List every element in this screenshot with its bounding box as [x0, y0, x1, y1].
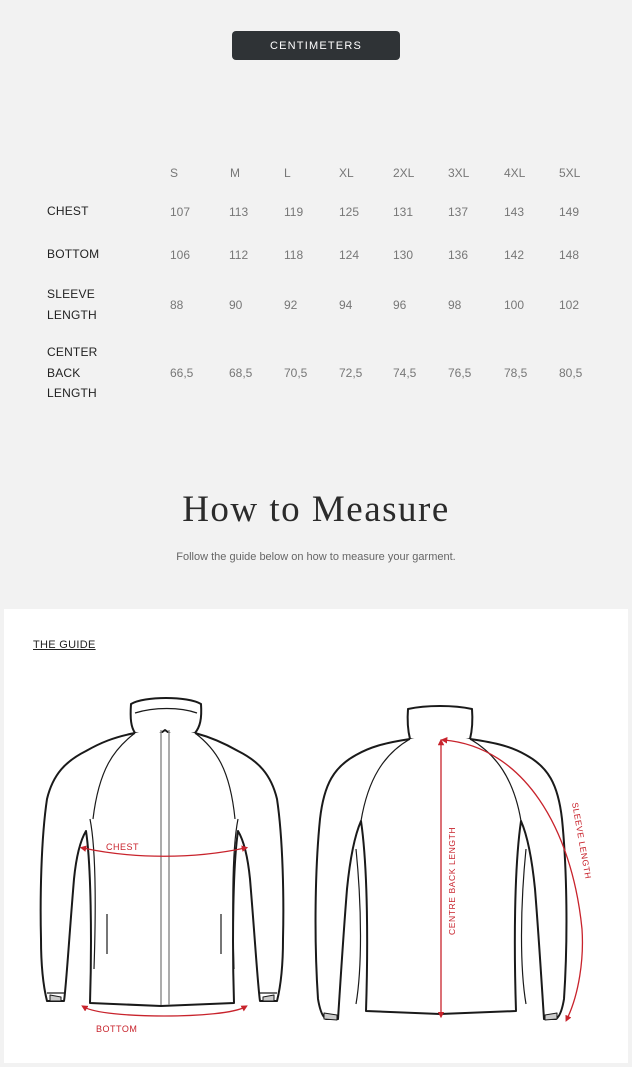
table-cell: 76,5 [448, 366, 472, 380]
size-header-3xl: 3XL [448, 166, 470, 180]
table-cell: 143 [504, 205, 525, 219]
the-guide-label: THE GUIDE [33, 639, 96, 651]
table-cell: 90 [229, 298, 243, 312]
table-cell: 149 [559, 205, 580, 219]
table-cell: 98 [448, 298, 462, 312]
row-label-sleeve-length [47, 284, 97, 325]
table-cell: 130 [393, 248, 414, 262]
table-cell: 131 [393, 205, 414, 219]
table-cell: 125 [339, 205, 360, 219]
size-header-l: L [284, 166, 291, 180]
table-cell: 68,5 [229, 366, 253, 380]
table-cell: 136 [448, 248, 469, 262]
how-to-measure-title: How to Measure [182, 489, 450, 530]
table-cell: 148 [559, 248, 580, 262]
size-header-5xl: 5XL [559, 166, 581, 180]
how-to-measure-subtitle: Follow the guide below on how to measure your garment. [176, 551, 456, 563]
sleeve-annotation: SLEEVE LENGTH [570, 801, 594, 880]
size-header-4xl: 4XL [504, 166, 526, 180]
table-cell: 102 [559, 298, 580, 312]
table-cell: 80,5 [559, 366, 583, 380]
table-cell: 70,5 [284, 366, 308, 380]
table-cell: 92 [284, 298, 298, 312]
table-cell: 113 [229, 205, 249, 219]
size-header-m: M [230, 166, 240, 180]
row-label-line: CENTER [47, 345, 98, 359]
table-cell: 66,5 [170, 366, 194, 380]
row-label-bottom [47, 244, 99, 265]
row-label-center-back-length [47, 342, 98, 404]
bottom-measure-line [84, 1007, 245, 1016]
size-header-s: S [170, 166, 179, 180]
row-label-line: CHEST [47, 204, 89, 218]
table-cell: 142 [504, 248, 525, 262]
table-cell: 106 [170, 248, 191, 262]
row-label-line: SLEEVE [47, 287, 95, 301]
table-cell: 112 [229, 248, 249, 262]
centre-back-annotation: CENTRE BACK LENGTH [447, 826, 457, 935]
chest-annotation: CHEST [106, 842, 140, 852]
table-cell: 94 [339, 298, 353, 312]
table-cell: 107 [170, 205, 191, 219]
row-label-line: LENGTH [47, 307, 97, 322]
table-cell: 78,5 [504, 366, 528, 380]
table-cell: 124 [339, 248, 360, 262]
centimeters-button[interactable]: CENTIMETERS [232, 31, 400, 60]
table-cell: 119 [284, 205, 304, 219]
size-header-xl: XL [339, 166, 354, 180]
size-header-2xl: 2XL [393, 166, 415, 180]
jacket-front-illustration [41, 698, 284, 1006]
row-label-line: BACK [47, 365, 81, 380]
table-cell: 100 [504, 298, 525, 312]
guide-panel [4, 609, 628, 1063]
jacket-diagram [4, 609, 628, 1063]
table-cell: 88 [170, 298, 184, 312]
table-cell: 96 [393, 298, 407, 312]
bottom-annotation: BOTTOM [96, 1024, 138, 1034]
table-cell: 74,5 [393, 366, 417, 380]
table-cell: 137 [448, 205, 469, 219]
table-cell: 72,5 [339, 366, 363, 380]
row-label-line: BOTTOM [47, 247, 100, 261]
row-label-line: LENGTH [47, 386, 97, 400]
table-cell: 118 [284, 248, 304, 262]
row-label-chest [47, 201, 89, 222]
